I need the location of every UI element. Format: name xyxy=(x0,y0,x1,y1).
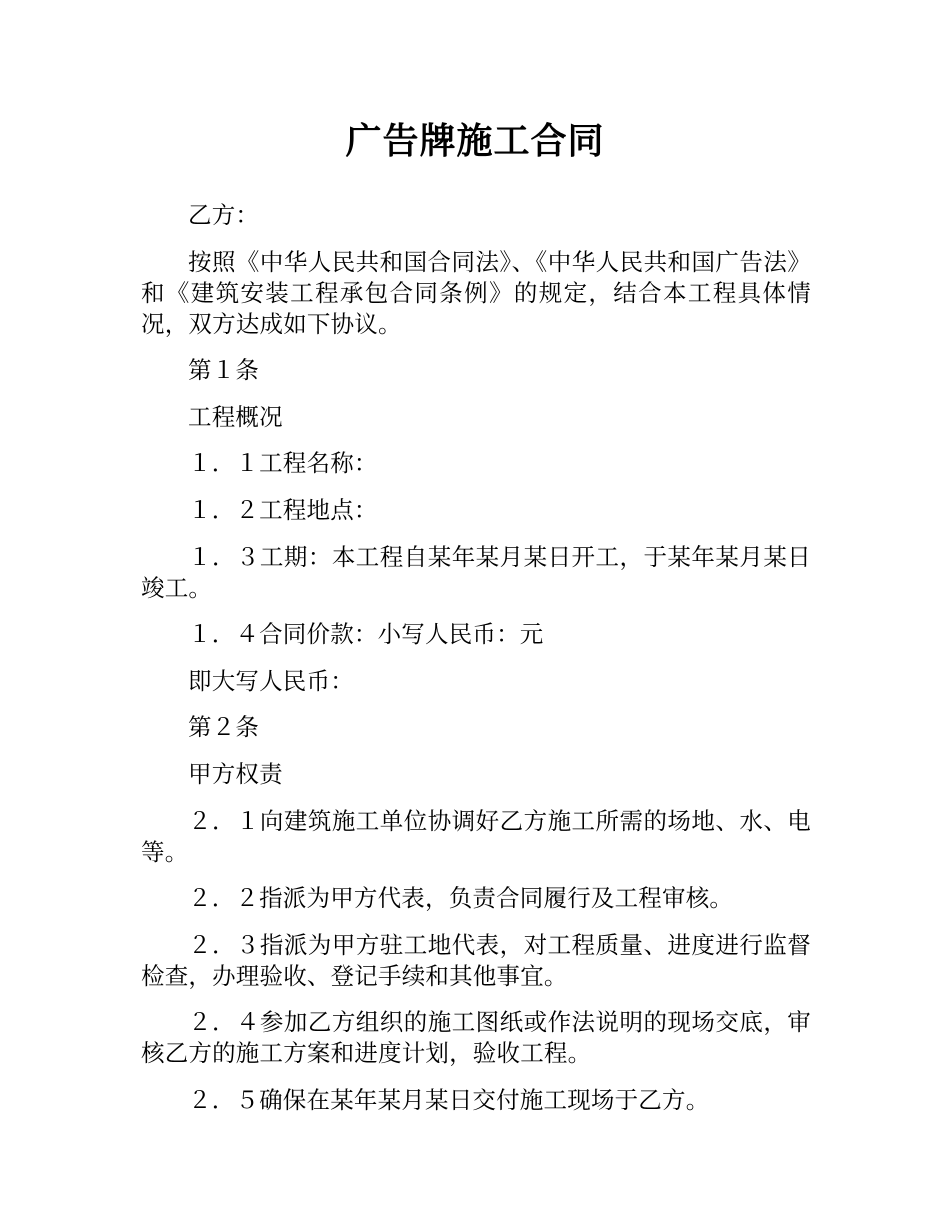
document-body xyxy=(141,200,811,1132)
clause-1-1: １．１工程名称： xyxy=(188,449,378,478)
clause-2-2: ２．２指派为甲方代表，负责合同履行及工程审核。 xyxy=(188,884,734,913)
clause-1-4: １．４合同价款：小写人民币：元 xyxy=(188,620,544,649)
article-1-heading: 第１条 xyxy=(188,356,260,385)
paragraph-party-b: 乙方： xyxy=(188,201,260,229)
document-title: 广告牌施工合同 xyxy=(345,121,605,162)
clause-2-4: ２．４参加乙方组织的施工图纸或作法说明的现场交底，审核乙方的施工方案和进度计划，验收工程。 xyxy=(141,1008,811,1068)
clause-1-3: １．３工期：本工程自某年某月某日开工，于某年某月某日竣工。 xyxy=(141,542,811,602)
clause-1-2: １．２工程地点： xyxy=(188,495,378,524)
clause-1-4-capital: 即大写人民币： xyxy=(188,666,354,695)
paragraph-preamble: 按照《中华人民共和国合同法》、《中华人民共和国广告法》和《建筑安装工程承包合同条例》的规定，结合本工程具体情况，双方达成如下协议。 xyxy=(141,247,811,338)
clause-2-5: ２．５确保在某年某月某日交付施工现场于乙方。 xyxy=(188,1085,710,1114)
article-2-heading: 第２条 xyxy=(188,713,260,742)
clause-2-1: ２．１向建筑施工单位协调好乙方施工所需的场地、水、电等。 xyxy=(141,806,811,866)
article-2-title: 甲方权责 xyxy=(188,759,283,788)
clause-2-3: ２．３指派为甲方驻工地代表，对工程质量、进度进行监督检查，办理验收、登记手续和其他事宜。 xyxy=(141,930,811,990)
article-1-title: 工程概况 xyxy=(188,402,283,431)
